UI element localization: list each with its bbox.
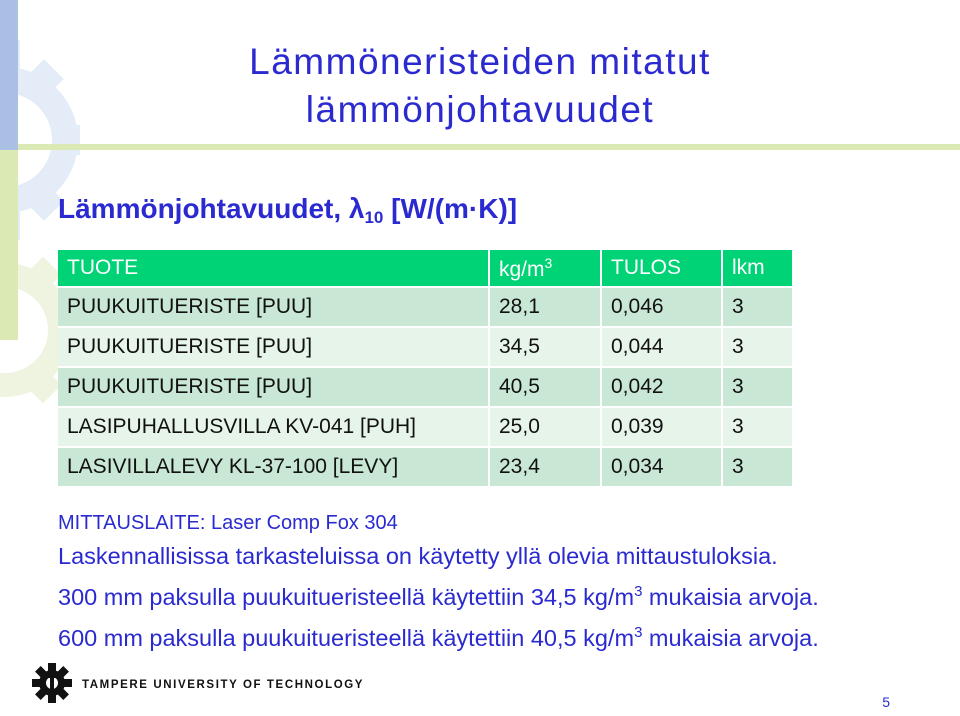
title-line-1: Lämmöneristeiden mitatut xyxy=(249,41,711,82)
cell-count: 3 xyxy=(722,327,793,367)
note-600mm-tail: mukaisia arvoja. xyxy=(642,624,819,651)
note-600mm xyxy=(58,615,819,656)
cell-count: 3 xyxy=(722,367,793,407)
subtitle-unit: [W/(m·K)] xyxy=(383,193,518,224)
decor-bar-blue xyxy=(0,0,18,150)
slide-title xyxy=(140,38,820,134)
note-300mm-sup: 3 xyxy=(634,583,643,600)
cell-result: 0,039 xyxy=(601,407,722,447)
calculation-note: Laskennallisissa tarkasteluissa on käytetty yllä olevia mittaustuloksia. xyxy=(58,543,778,569)
decor-bar-green xyxy=(0,150,18,340)
cell-result: 0,034 xyxy=(601,447,722,487)
header-density-label: kg/m xyxy=(499,257,545,281)
device-note: MITTAUSLAITE: Laser Comp Fox 304 xyxy=(58,512,398,534)
cell-result: 0,046 xyxy=(601,287,722,327)
university-logo-icon xyxy=(30,661,74,705)
cell-density: 28,1 xyxy=(489,287,601,327)
cell-count: 3 xyxy=(722,407,793,447)
cell-density: 40,5 xyxy=(489,367,601,407)
decor-divider xyxy=(18,144,960,150)
organization-name: TAMPERE UNIVERSITY OF TECHNOLOGY xyxy=(82,679,365,691)
note-300mm-tail: mukaisia arvoja. xyxy=(642,583,819,610)
subtitle xyxy=(58,193,517,228)
header-product: TUOTE xyxy=(58,250,489,287)
cell-density: 25,0 xyxy=(489,407,601,447)
header-density-sup: 3 xyxy=(544,254,553,271)
note-600mm-text: 600 mm paksulla puukuitueristeellä käytettiin 40,5 kg/m xyxy=(58,624,635,651)
table-header-row xyxy=(58,250,793,287)
header-density xyxy=(489,250,601,287)
table-row xyxy=(58,447,793,487)
note-600mm-sup: 3 xyxy=(634,623,643,641)
header-result: TULOS xyxy=(601,250,722,287)
subtitle-subscript: 10 xyxy=(364,208,384,227)
cell-count: 3 xyxy=(722,447,793,487)
conductivity-table xyxy=(58,250,794,488)
cell-result: 0,044 xyxy=(601,327,722,367)
cell-count: 3 xyxy=(722,287,793,327)
table-row xyxy=(58,287,793,327)
cell-product: PUUKUITUERISTE [PUU] xyxy=(58,287,489,327)
cell-product: LASIPUHALLUSVILLA KV-041 [PUH] xyxy=(58,407,489,447)
table-row xyxy=(58,407,793,447)
header-count: lkm xyxy=(722,250,793,287)
table-row xyxy=(58,327,793,367)
cell-product: LASIVILLALEVY KL-37-100 [LEVY] xyxy=(58,447,489,487)
notes-block xyxy=(58,508,819,656)
subtitle-text: Lämmönjohtavuudet, λ xyxy=(58,193,365,224)
cell-product: PUUKUITUERISTE [PUU] xyxy=(58,327,489,367)
cell-density: 23,4 xyxy=(489,447,601,487)
cell-density: 34,5 xyxy=(489,327,601,367)
note-300mm-text: 300 mm paksulla puukuitueristeellä käytettiin 34,5 kg/m xyxy=(58,583,635,610)
page-number: 5 xyxy=(882,694,890,710)
table-row xyxy=(58,367,793,407)
cell-product: PUUKUITUERISTE [PUU] xyxy=(58,367,489,407)
note-300mm xyxy=(58,574,819,615)
title-line-2: lämmönjohtavuudet xyxy=(305,89,655,130)
cell-result: 0,042 xyxy=(601,367,722,407)
